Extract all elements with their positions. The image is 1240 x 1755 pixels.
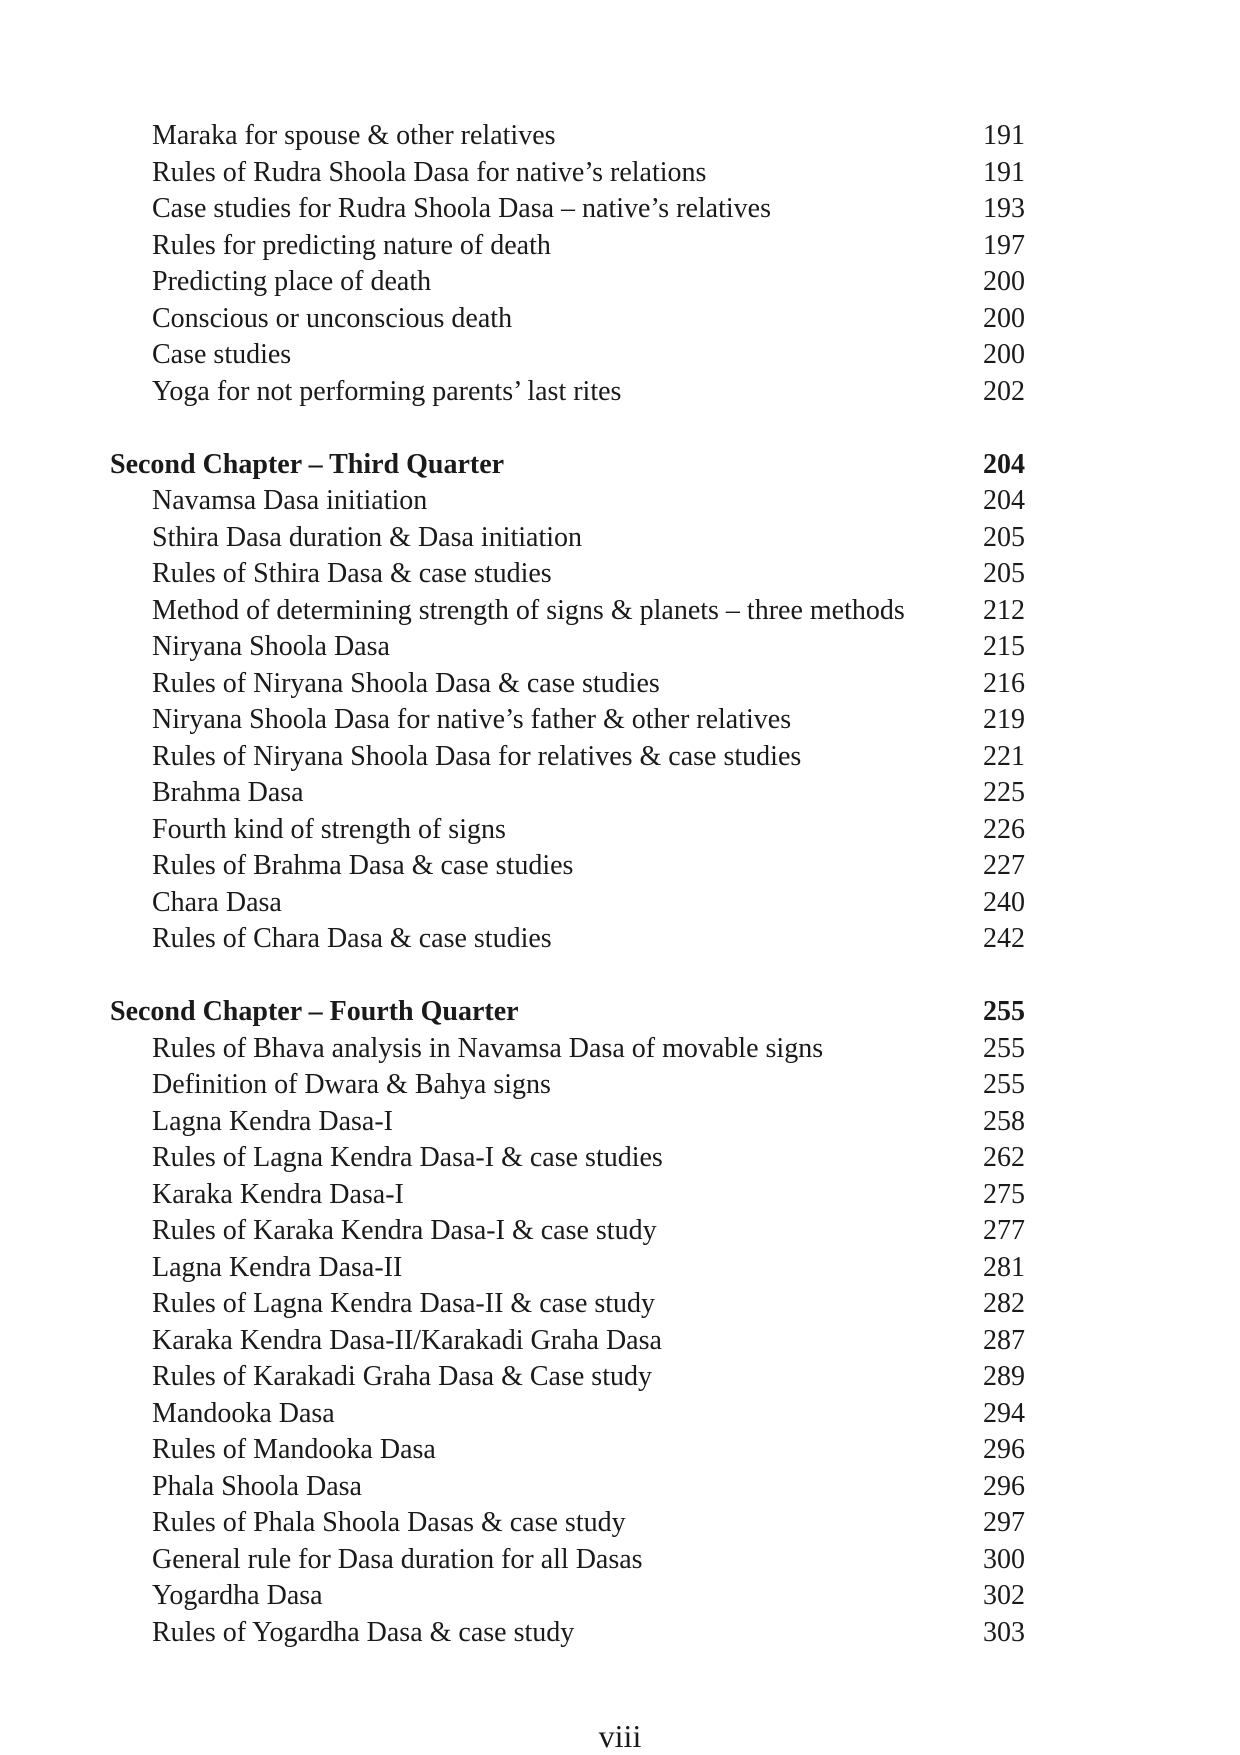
- toc-entry-page: 275: [983, 1178, 1025, 1210]
- toc-entry: [110, 885, 1025, 922]
- toc-entry-page: 205: [983, 521, 1025, 553]
- section-heading-title: Second Chapter – Third Quarter: [110, 448, 505, 480]
- toc-entry-page: 204: [983, 485, 1025, 516]
- toc-entry: [110, 921, 1025, 958]
- toc-entry: [110, 301, 1025, 338]
- toc-entry-title: Rules of Yogardha Dasa & case study: [152, 1616, 575, 1648]
- toc-entry-title: Rules of Karakadi Graha Dasa & Case study: [152, 1361, 652, 1392]
- toc-entry-title: Sthira Dasa duration & Dasa initiation: [152, 521, 583, 553]
- toc-entry-title: Rules of Bhava analysis in Navamsa Dasa of movable signs: [152, 1032, 824, 1064]
- toc-entry-page: 225: [983, 777, 1025, 808]
- section-heading-page: 255: [983, 996, 1025, 1027]
- toc-entry: [110, 702, 1025, 739]
- toc-entry-title: Definition of Dwara & Bahya signs: [152, 1069, 551, 1100]
- toc-entry: [110, 1469, 1025, 1506]
- toc-entry: [110, 1615, 1025, 1652]
- section-spacer: [110, 410, 1025, 447]
- toc-entry-title: Rules for predicting nature of death: [152, 229, 551, 261]
- toc-entry: [110, 775, 1025, 812]
- toc-entry-title: Chara Dasa: [152, 886, 282, 918]
- toc-entry-title: Lagna Kendra Dasa-II: [152, 1251, 403, 1283]
- toc-entry-page: 221: [983, 740, 1025, 772]
- toc-entry-page: 205: [983, 558, 1025, 589]
- toc-entry: [110, 1250, 1025, 1287]
- toc-entry-page: 219: [983, 704, 1025, 735]
- toc-entry: [110, 1213, 1025, 1250]
- toc-entry-page: 262: [983, 1142, 1025, 1173]
- toc-entry-title: Lagna Kendra Dasa-I: [152, 1105, 393, 1137]
- toc-entry-title: Rules of Karaka Kendra Dasa-I & case study: [152, 1215, 657, 1246]
- toc-entry: [110, 1140, 1025, 1177]
- toc-entry: [110, 556, 1025, 593]
- toc-entry-title: Karaka Kendra Dasa-II/Karakadi Graha Dasa: [152, 1324, 662, 1356]
- toc-entry-title: Rules of Phala Shoola Dasas & case study: [152, 1507, 626, 1538]
- toc-entry-page: 240: [983, 886, 1025, 918]
- section-heading: [110, 994, 1025, 1031]
- page-number: viii: [598, 1718, 642, 1754]
- toc-entry: [110, 812, 1025, 849]
- toc-entry-page: 202: [983, 375, 1025, 407]
- toc-entry-page: 281: [983, 1251, 1025, 1283]
- toc-entry: [110, 1286, 1025, 1323]
- toc-entry-page: 200: [983, 302, 1025, 334]
- toc-entry-title: Yogardha Dasa: [152, 1580, 323, 1611]
- toc-entry-title: Case studies for Rudra Shoola Dasa – native’s relatives: [152, 193, 771, 224]
- toc-entry: [110, 1067, 1025, 1104]
- toc-entry: [110, 1177, 1025, 1214]
- toc-entry-title: Conscious or unconscious death: [152, 302, 513, 334]
- toc-entry-title: Rules of Mandooka Dasa: [152, 1434, 436, 1465]
- toc-entry-page: 200: [983, 339, 1025, 370]
- toc-entry-page: 296: [983, 1470, 1025, 1502]
- toc-entry-title: Maraka for spouse & other relatives: [152, 120, 556, 151]
- toc-entry-title: Predicting place of death: [152, 266, 432, 297]
- toc-entry-page: 277: [983, 1215, 1025, 1246]
- toc-entry-title: Rules of Chara Dasa & case studies: [152, 923, 552, 954]
- toc-entry-page: 300: [983, 1543, 1025, 1575]
- toc-entry: [110, 1104, 1025, 1141]
- toc-entry-title: Mandooka Dasa: [152, 1397, 335, 1429]
- toc-entry: [110, 1323, 1025, 1360]
- toc-entry: [110, 1396, 1025, 1433]
- toc-entry-page: 191: [983, 120, 1025, 151]
- toc-entry-title: Rules of Lagna Kendra Dasa-I & case studies: [152, 1142, 663, 1173]
- toc-entry-page: 215: [983, 631, 1025, 662]
- toc-entry-title: Rules of Niryana Shoola Dasa & case studies: [152, 667, 660, 699]
- toc-entry: [110, 337, 1025, 374]
- toc-entry-title: Method of determining strength of signs & planets – three methods: [152, 594, 905, 626]
- toc-entry: [110, 228, 1025, 265]
- toc-entry-page: 289: [983, 1361, 1025, 1392]
- toc-entry-title: Niryana Shoola Dasa for native’s father & other relatives: [152, 704, 792, 735]
- toc-entry-page: 302: [983, 1580, 1025, 1611]
- toc-entry: [110, 593, 1025, 630]
- toc-entry-title: Karaka Kendra Dasa-I: [152, 1178, 404, 1210]
- toc-entry: [110, 1031, 1025, 1068]
- toc-entry: [110, 848, 1025, 885]
- toc-entry-title: Rules of Sthira Dasa & case studies: [152, 558, 552, 589]
- table-of-contents: [110, 118, 1025, 1651]
- toc-entry-title: Rules of Lagna Kendra Dasa-II & case study: [152, 1288, 656, 1319]
- toc-entry-title: Brahma Dasa: [152, 777, 304, 808]
- toc-entry-page: 258: [983, 1105, 1025, 1137]
- toc-entry-page: 226: [983, 813, 1025, 845]
- toc-entry-page: 297: [983, 1507, 1025, 1538]
- toc-entry: [110, 1432, 1025, 1469]
- toc-entry-page: 255: [983, 1032, 1025, 1064]
- toc-entry-page: 287: [983, 1324, 1025, 1356]
- toc-entry-title: Case studies: [152, 339, 292, 370]
- section-spacer: [110, 958, 1025, 995]
- toc-entry-page: 282: [983, 1288, 1025, 1319]
- section-heading-page: 204: [983, 448, 1025, 480]
- toc-entry-page: 191: [983, 156, 1025, 188]
- toc-entry-title: Rules of Brahma Dasa & case studies: [152, 850, 574, 881]
- toc-entry: [110, 1359, 1025, 1396]
- toc-entry-title: Navamsa Dasa initiation: [152, 485, 428, 516]
- toc-entry: [110, 1542, 1025, 1579]
- toc-entry-page: 255: [983, 1069, 1025, 1100]
- toc-entry: [110, 264, 1025, 301]
- toc-entry-page: 242: [983, 923, 1025, 954]
- toc-entry: [110, 520, 1025, 557]
- toc-entry: [110, 374, 1025, 411]
- toc-entry-title: Phala Shoola Dasa: [152, 1470, 362, 1502]
- toc-entry-title: Rules of Niryana Shoola Dasa for relatives & case studies: [152, 740, 802, 772]
- toc-entry: [110, 629, 1025, 666]
- toc-entry-page: 227: [983, 850, 1025, 881]
- toc-entry-page: 197: [983, 229, 1025, 261]
- toc-entry-title: General rule for Dasa duration for all Dasas: [152, 1543, 643, 1575]
- toc-entry: [110, 739, 1025, 776]
- toc-entry-page: 216: [983, 667, 1025, 699]
- toc-entry-page: 303: [983, 1616, 1025, 1648]
- toc-entry-title: Niryana Shoola Dasa: [152, 631, 390, 662]
- toc-entry-title: Fourth kind of strength of signs: [152, 813, 506, 845]
- toc-entry-title: Yoga for not performing parents’ last rites: [152, 375, 622, 407]
- toc-entry: [110, 118, 1025, 155]
- toc-entry-page: 193: [983, 193, 1025, 224]
- section-heading: [110, 447, 1025, 484]
- toc-entry: [110, 1505, 1025, 1542]
- toc-entry: [110, 1578, 1025, 1615]
- toc-entry-page: 200: [983, 266, 1025, 297]
- toc-entry: [110, 155, 1025, 192]
- section-heading-title: Second Chapter – Fourth Quarter: [110, 996, 519, 1027]
- toc-entry: [110, 666, 1025, 703]
- toc-entry-page: 294: [983, 1397, 1025, 1429]
- toc-entry-page: 212: [983, 594, 1025, 626]
- toc-entry: [110, 191, 1025, 228]
- toc-entry-page: 296: [983, 1434, 1025, 1465]
- toc-entry-title: Rules of Rudra Shoola Dasa for native’s relations: [152, 156, 707, 188]
- toc-entry: [110, 483, 1025, 520]
